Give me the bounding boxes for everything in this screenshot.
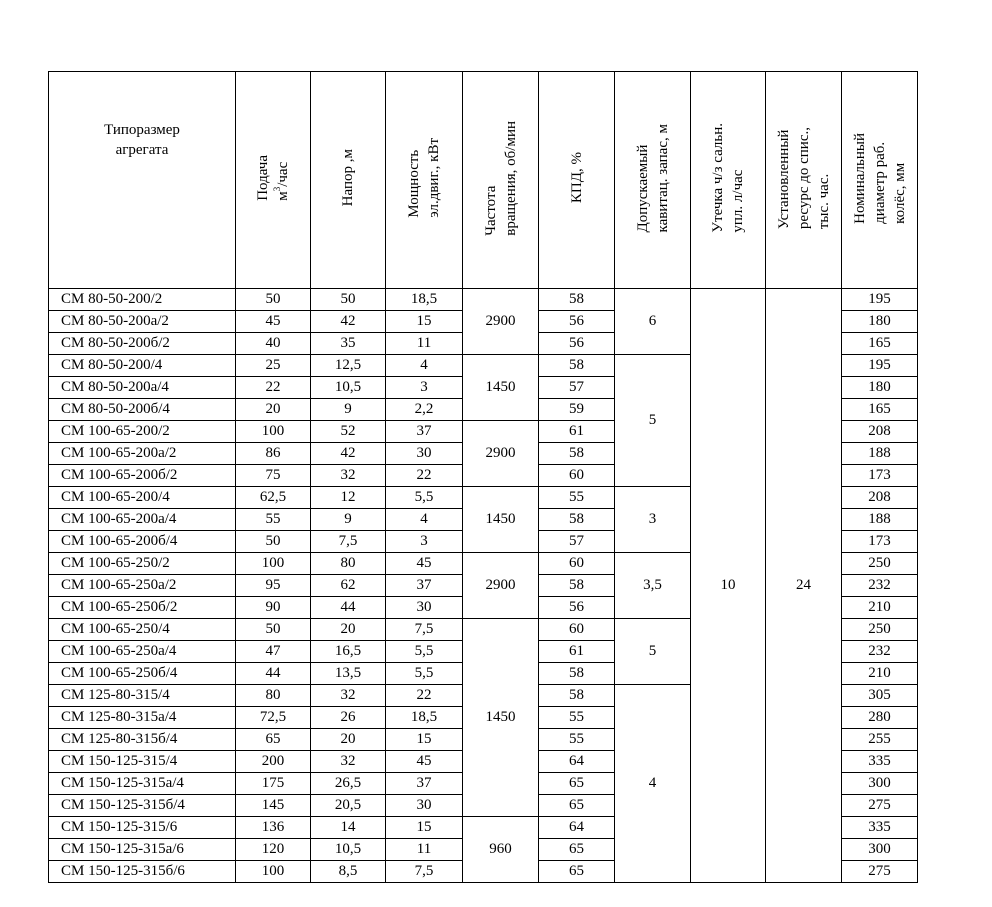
cell-head: 42: [311, 311, 386, 333]
cell-power: 7,5: [386, 619, 463, 641]
cell-speed: 1450: [463, 355, 539, 421]
cell-model: СМ 80-50-200а/2: [49, 311, 236, 333]
header-power-line1: Мощность: [406, 149, 422, 218]
cell-flow: 72,5: [236, 707, 311, 729]
header-leak: [691, 72, 766, 289]
cell-speed: 1450: [463, 619, 539, 817]
cell-power: 11: [386, 333, 463, 355]
cell-diameter: 195: [842, 289, 918, 311]
header-resource-line3: тыс. час.: [815, 173, 832, 230]
cell-head: 9: [311, 399, 386, 421]
cell-head: 80: [311, 553, 386, 575]
cell-flow: 90: [236, 597, 311, 619]
cell-head: 20: [311, 729, 386, 751]
cell-speed: 2900: [463, 289, 539, 355]
cell-efficiency: 59: [539, 399, 615, 421]
cell-model: СМ 100-65-250а/4: [49, 641, 236, 663]
cell-efficiency: 58: [539, 355, 615, 377]
header-npsh-line2: кавитац. запас, м: [654, 123, 671, 233]
cell-head: 20: [311, 619, 386, 641]
cell-efficiency: 61: [539, 641, 615, 663]
cell-model: СМ 125-80-315а/4: [49, 707, 236, 729]
cell-power: 45: [386, 751, 463, 773]
cell-model: СМ 100-65-200/4: [49, 487, 236, 509]
cell-model: СМ 100-65-200б/2: [49, 465, 236, 487]
cell-head: 13,5: [311, 663, 386, 685]
cell-diameter: 250: [842, 619, 918, 641]
cell-model: СМ 100-65-250/4: [49, 619, 236, 641]
cell-model: СМ 150-125-315б/4: [49, 795, 236, 817]
cell-efficiency: 58: [539, 663, 615, 685]
cell-flow: 55: [236, 509, 311, 531]
cell-head: 8,5: [311, 861, 386, 883]
cell-model: СМ 100-65-250б/2: [49, 597, 236, 619]
cell-efficiency: 56: [539, 311, 615, 333]
cell-head: 14: [311, 817, 386, 839]
cell-diameter: 232: [842, 641, 918, 663]
cell-power: 45: [386, 553, 463, 575]
header-diameter-line3: колёс, мм: [891, 162, 908, 224]
cell-head: 52: [311, 421, 386, 443]
cell-flow: 100: [236, 553, 311, 575]
cell-efficiency: 55: [539, 729, 615, 751]
cell-leak: 10: [691, 289, 766, 883]
header-diameter: [842, 72, 918, 289]
cell-model: СМ 150-125-315/4: [49, 751, 236, 773]
cell-npsh: 5: [615, 619, 691, 685]
cell-flow: 50: [236, 531, 311, 553]
cell-speed: 2900: [463, 421, 539, 487]
cell-head: 10,5: [311, 839, 386, 861]
cell-diameter: 188: [842, 443, 918, 465]
cell-efficiency: 57: [539, 377, 615, 399]
cell-npsh: 5: [615, 355, 691, 487]
cell-diameter: 255: [842, 729, 918, 751]
header-flow: [236, 72, 311, 289]
table-body: [49, 289, 918, 883]
header-leak-line1: Утечка ч/з сальн.: [710, 123, 726, 233]
cell-efficiency: 65: [539, 839, 615, 861]
header-leak-line2: упл. л/час: [730, 169, 746, 233]
header-speed-line1: Частота: [482, 185, 499, 236]
cell-diameter: 280: [842, 707, 918, 729]
cell-speed: 1450: [463, 487, 539, 553]
cell-speed: 2900: [463, 553, 539, 619]
cell-power: 5,5: [386, 663, 463, 685]
cell-head: 62: [311, 575, 386, 597]
cell-flow: 120: [236, 839, 311, 861]
cell-efficiency: 58: [539, 443, 615, 465]
cell-npsh: 4: [615, 685, 691, 883]
header-head: [311, 72, 386, 289]
header-model-line1: Типоразмер: [104, 122, 180, 138]
cell-power: 5,5: [386, 641, 463, 663]
cell-diameter: 210: [842, 597, 918, 619]
cell-flow: 65: [236, 729, 311, 751]
cell-model: СМ 150-125-315/6: [49, 817, 236, 839]
cell-flow: 50: [236, 289, 311, 311]
header-resource-line1: Установленный: [775, 129, 792, 230]
cell-power: 2,2: [386, 399, 463, 421]
cell-model: СМ 100-65-250б/4: [49, 663, 236, 685]
cell-head: 12,5: [311, 355, 386, 377]
header-resource-line2: ресурс до спис.,: [795, 126, 812, 230]
header-speed-line2: вращения, об/мин: [502, 120, 519, 236]
cell-npsh: 3: [615, 487, 691, 553]
cell-model: СМ 80-50-200б/4: [49, 399, 236, 421]
cell-efficiency: 58: [539, 289, 615, 311]
cell-efficiency: 56: [539, 597, 615, 619]
cell-efficiency: 60: [539, 465, 615, 487]
cell-flow: 20: [236, 399, 311, 421]
cell-efficiency: 58: [539, 509, 615, 531]
header-npsh: [615, 72, 691, 289]
header-speed: [463, 72, 539, 289]
cell-head: 32: [311, 685, 386, 707]
cell-head: 44: [311, 597, 386, 619]
cell-efficiency: 65: [539, 861, 615, 883]
cell-power: 37: [386, 773, 463, 795]
cell-diameter: 210: [842, 663, 918, 685]
cell-efficiency: 61: [539, 421, 615, 443]
cell-flow: 62,5: [236, 487, 311, 509]
cell-model: СМ 100-65-250/2: [49, 553, 236, 575]
cell-diameter: 232: [842, 575, 918, 597]
cell-diameter: 335: [842, 817, 918, 839]
cell-power: 30: [386, 795, 463, 817]
cell-flow: 80: [236, 685, 311, 707]
cell-diameter: 300: [842, 773, 918, 795]
cell-efficiency: 64: [539, 817, 615, 839]
cell-power: 30: [386, 443, 463, 465]
cell-power: 3: [386, 377, 463, 399]
cell-model: СМ 80-50-200б/2: [49, 333, 236, 355]
header-power-line2: эл.двиг., кВт: [426, 138, 442, 218]
cell-model: СМ 100-65-200а/4: [49, 509, 236, 531]
cell-model: СМ 80-50-200/2: [49, 289, 236, 311]
cell-power: 11: [386, 839, 463, 861]
cell-flow: 86: [236, 443, 311, 465]
cell-flow: 200: [236, 751, 311, 773]
cell-diameter: 275: [842, 861, 918, 883]
cell-diameter: 275: [842, 795, 918, 817]
header-flow-sup: 3: [272, 186, 282, 192]
cell-diameter: 300: [842, 839, 918, 861]
cell-npsh: 3,5: [615, 553, 691, 619]
cell-diameter: 335: [842, 751, 918, 773]
cell-diameter: 180: [842, 377, 918, 399]
cell-flow: 136: [236, 817, 311, 839]
cell-flow: 175: [236, 773, 311, 795]
header-diameter-line1: Номинальный: [851, 132, 868, 224]
cell-diameter: 195: [842, 355, 918, 377]
cell-model: СМ 80-50-200а/4: [49, 377, 236, 399]
cell-head: 16,5: [311, 641, 386, 663]
header-efficiency-line1: КПД, %: [568, 152, 585, 204]
cell-head: 35: [311, 333, 386, 355]
cell-efficiency: 55: [539, 707, 615, 729]
cell-head: 10,5: [311, 377, 386, 399]
cell-flow: 25: [236, 355, 311, 377]
cell-model: СМ 100-65-200/2: [49, 421, 236, 443]
cell-head: 9: [311, 509, 386, 531]
header-head-line1: Напор ,м: [340, 149, 356, 207]
cell-model: СМ 150-125-315б/6: [49, 861, 236, 883]
header-power: [386, 72, 463, 289]
cell-power: 37: [386, 575, 463, 597]
cell-diameter: 173: [842, 465, 918, 487]
header-model-line2: агрегата: [115, 142, 169, 158]
header-flow-unit2: /час: [275, 161, 291, 187]
cell-efficiency: 57: [539, 531, 615, 553]
cell-flow: 95: [236, 575, 311, 597]
cell-flow: 22: [236, 377, 311, 399]
cell-power: 4: [386, 509, 463, 531]
header-efficiency: [539, 72, 615, 289]
header-flow-unit: м: [275, 191, 291, 201]
cell-model: СМ 150-125-315а/4: [49, 773, 236, 795]
cell-flow: 45: [236, 311, 311, 333]
cell-model: СМ 100-65-200а/2: [49, 443, 236, 465]
cell-flow: 50: [236, 619, 311, 641]
cell-power: 18,5: [386, 289, 463, 311]
cell-efficiency: 56: [539, 333, 615, 355]
cell-power: 18,5: [386, 707, 463, 729]
cell-efficiency: 65: [539, 795, 615, 817]
cell-head: 12: [311, 487, 386, 509]
cell-flow: 100: [236, 421, 311, 443]
cell-power: 4: [386, 355, 463, 377]
cell-head: 7,5: [311, 531, 386, 553]
cell-diameter: 173: [842, 531, 918, 553]
cell-diameter: 188: [842, 509, 918, 531]
cell-model: СМ 125-80-315б/4: [49, 729, 236, 751]
cell-flow: 40: [236, 333, 311, 355]
cell-head: 50: [311, 289, 386, 311]
cell-npsh: 6: [615, 289, 691, 355]
cell-efficiency: 60: [539, 619, 615, 641]
cell-model: СМ 100-65-250а/2: [49, 575, 236, 597]
cell-diameter: 208: [842, 487, 918, 509]
cell-model: СМ 150-125-315а/6: [49, 839, 236, 861]
cell-flow: 100: [236, 861, 311, 883]
header-resource: [766, 72, 842, 289]
cell-flow: 145: [236, 795, 311, 817]
cell-head: 20,5: [311, 795, 386, 817]
header-model: [49, 72, 236, 289]
cell-efficiency: 55: [539, 487, 615, 509]
cell-flow: 47: [236, 641, 311, 663]
cell-diameter: 250: [842, 553, 918, 575]
cell-speed: 960: [463, 817, 539, 883]
cell-power: 5,5: [386, 487, 463, 509]
cell-model: СМ 125-80-315/4: [49, 685, 236, 707]
cell-diameter: 165: [842, 399, 918, 421]
cell-diameter: 305: [842, 685, 918, 707]
cell-flow: 44: [236, 663, 311, 685]
cell-efficiency: 65: [539, 773, 615, 795]
header-flow-line1: Подача: [255, 155, 271, 201]
cell-head: 26: [311, 707, 386, 729]
cell-power: 15: [386, 311, 463, 333]
cell-efficiency: 58: [539, 575, 615, 597]
cell-diameter: 208: [842, 421, 918, 443]
cell-power: 22: [386, 685, 463, 707]
cell-power: 7,5: [386, 861, 463, 883]
cell-resource: 24: [766, 289, 842, 883]
cell-diameter: 165: [842, 333, 918, 355]
cell-diameter: 180: [842, 311, 918, 333]
header-row: [49, 72, 918, 289]
header-diameter-line2: диаметр раб.: [871, 141, 888, 224]
cell-flow: 75: [236, 465, 311, 487]
cell-efficiency: 60: [539, 553, 615, 575]
cell-head: 32: [311, 465, 386, 487]
cell-head: 42: [311, 443, 386, 465]
cell-power: 15: [386, 729, 463, 751]
cell-power: 37: [386, 421, 463, 443]
cell-head: 26,5: [311, 773, 386, 795]
cell-power: 15: [386, 817, 463, 839]
cell-efficiency: 64: [539, 751, 615, 773]
cell-model: СМ 100-65-200б/4: [49, 531, 236, 553]
cell-model: СМ 80-50-200/4: [49, 355, 236, 377]
cell-efficiency: 58: [539, 685, 615, 707]
table-row: [49, 289, 918, 311]
header-npsh-line1: Допускаемый: [634, 144, 651, 233]
cell-power: 22: [386, 465, 463, 487]
cell-power: 30: [386, 597, 463, 619]
cell-power: 3: [386, 531, 463, 553]
pump-specs-table: [48, 71, 918, 883]
cell-head: 32: [311, 751, 386, 773]
